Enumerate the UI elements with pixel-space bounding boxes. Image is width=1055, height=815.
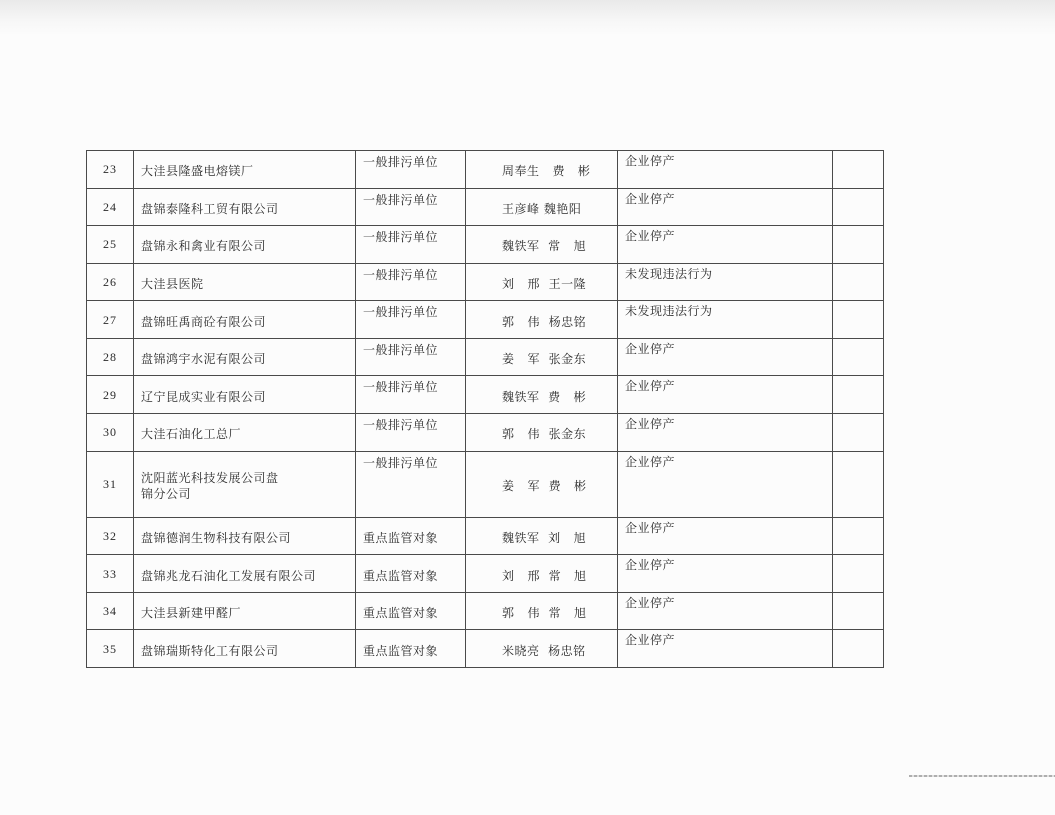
- row-index: 29: [87, 376, 134, 414]
- table-row: [87, 338, 884, 376]
- category: 重点监管对象: [356, 592, 466, 630]
- row-index: 25: [87, 226, 134, 264]
- inspectors: 王彦峰 魏艳阳: [466, 188, 618, 226]
- scan-top-shadow: [0, 0, 1055, 36]
- remarks: [833, 592, 884, 630]
- row-index: 33: [87, 555, 134, 593]
- row-index: 31: [87, 451, 134, 517]
- table-row: [87, 188, 884, 226]
- category: 重点监管对象: [356, 555, 466, 593]
- inspection-result: 企业停产: [618, 630, 833, 668]
- row-index: 34: [87, 592, 134, 630]
- inspectors: 魏铁军 费 彬: [466, 376, 618, 414]
- remarks: [833, 226, 884, 264]
- company-name: 盘锦永和禽业有限公司: [134, 226, 356, 264]
- company-name: 盘锦兆龙石油化工发展有限公司: [134, 555, 356, 593]
- category: 一般排污单位: [356, 338, 466, 376]
- table-row: [87, 451, 884, 517]
- table-row: [87, 413, 884, 451]
- row-index: 27: [87, 301, 134, 339]
- category: 一般排污单位: [356, 263, 466, 301]
- table-row: [87, 592, 884, 630]
- inspectors: 周奉生 费 彬: [466, 151, 618, 189]
- category: 一般排污单位: [356, 451, 466, 517]
- row-index: 28: [87, 338, 134, 376]
- remarks: [833, 301, 884, 339]
- table-row: [87, 376, 884, 414]
- row-index: 23: [87, 151, 134, 189]
- scan-edge-artifact: [909, 775, 1055, 777]
- remarks: [833, 451, 884, 517]
- inspection-result: 未发现违法行为: [618, 263, 833, 301]
- inspection-result: 企业停产: [618, 451, 833, 517]
- category: 一般排污单位: [356, 301, 466, 339]
- inspectors: 刘 邢 常 旭: [466, 555, 618, 593]
- inspectors: 刘 邢 王一隆: [466, 263, 618, 301]
- category: 一般排污单位: [356, 226, 466, 264]
- inspection-result: 企业停产: [618, 592, 833, 630]
- company-name: 大洼县新建甲醛厂: [134, 592, 356, 630]
- inspectors: 姜 军 张金东: [466, 338, 618, 376]
- inspectors: 郭 伟 常 旭: [466, 592, 618, 630]
- table-row: [87, 226, 884, 264]
- inspectors: 魏铁军 刘 旭: [466, 517, 618, 555]
- inspectors: 姜 军 费 彬: [466, 451, 618, 517]
- table-row: [87, 630, 884, 668]
- remarks: [833, 263, 884, 301]
- company-name: 盘锦泰隆科工贸有限公司: [134, 188, 356, 226]
- inspection-result: 企业停产: [618, 151, 833, 189]
- remarks: [833, 376, 884, 414]
- category: 一般排污单位: [356, 413, 466, 451]
- table-row: [87, 301, 884, 339]
- table-body: [87, 151, 884, 668]
- table-row: [87, 151, 884, 189]
- inspection-result: 企业停产: [618, 517, 833, 555]
- category: 重点监管对象: [356, 517, 466, 555]
- row-index: 35: [87, 630, 134, 668]
- inspectors: 米晓亮 杨忠铭: [466, 630, 618, 668]
- inspection-result: 企业停产: [618, 376, 833, 414]
- inspection-result: 企业停产: [618, 413, 833, 451]
- remarks: [833, 151, 884, 189]
- inspectors: 郭 伟 杨忠铭: [466, 301, 618, 339]
- company-name: 盘锦德润生物科技有限公司: [134, 517, 356, 555]
- inspection-result: 企业停产: [618, 555, 833, 593]
- table-row: [87, 263, 884, 301]
- row-index: 30: [87, 413, 134, 451]
- inspection-result: 未发现违法行为: [618, 301, 833, 339]
- inspectors: 魏铁军 常 旭: [466, 226, 618, 264]
- category: 一般排污单位: [356, 151, 466, 189]
- company-name: 大洼县隆盛电熔镁厂: [134, 151, 356, 189]
- row-index: 32: [87, 517, 134, 555]
- inspection-result: 企业停产: [618, 188, 833, 226]
- remarks: [833, 413, 884, 451]
- remarks: [833, 517, 884, 555]
- inspection-result: 企业停产: [618, 338, 833, 376]
- row-index: 24: [87, 188, 134, 226]
- row-index: 26: [87, 263, 134, 301]
- inspectors: 郭 伟 张金东: [466, 413, 618, 451]
- company-name: 大洼县医院: [134, 263, 356, 301]
- inspection-result: 企业停产: [618, 226, 833, 264]
- inspection-table: [86, 150, 884, 668]
- company-name: 大洼石油化工总厂: [134, 413, 356, 451]
- category: 一般排污单位: [356, 376, 466, 414]
- company-name: 盘锦鸿宇水泥有限公司: [134, 338, 356, 376]
- company-name: 沈阳蓝光科技发展公司盘锦分公司: [134, 451, 356, 517]
- category: 一般排污单位: [356, 188, 466, 226]
- table-row: [87, 517, 884, 555]
- remarks: [833, 630, 884, 668]
- company-name: 盘锦旺禹商砼有限公司: [134, 301, 356, 339]
- company-name: 辽宁昆成实业有限公司: [134, 376, 356, 414]
- remarks: [833, 555, 884, 593]
- remarks: [833, 188, 884, 226]
- remarks: [833, 338, 884, 376]
- table-row: [87, 555, 884, 593]
- category: 重点监管对象: [356, 630, 466, 668]
- company-name: 盘锦瑞斯特化工有限公司: [134, 630, 356, 668]
